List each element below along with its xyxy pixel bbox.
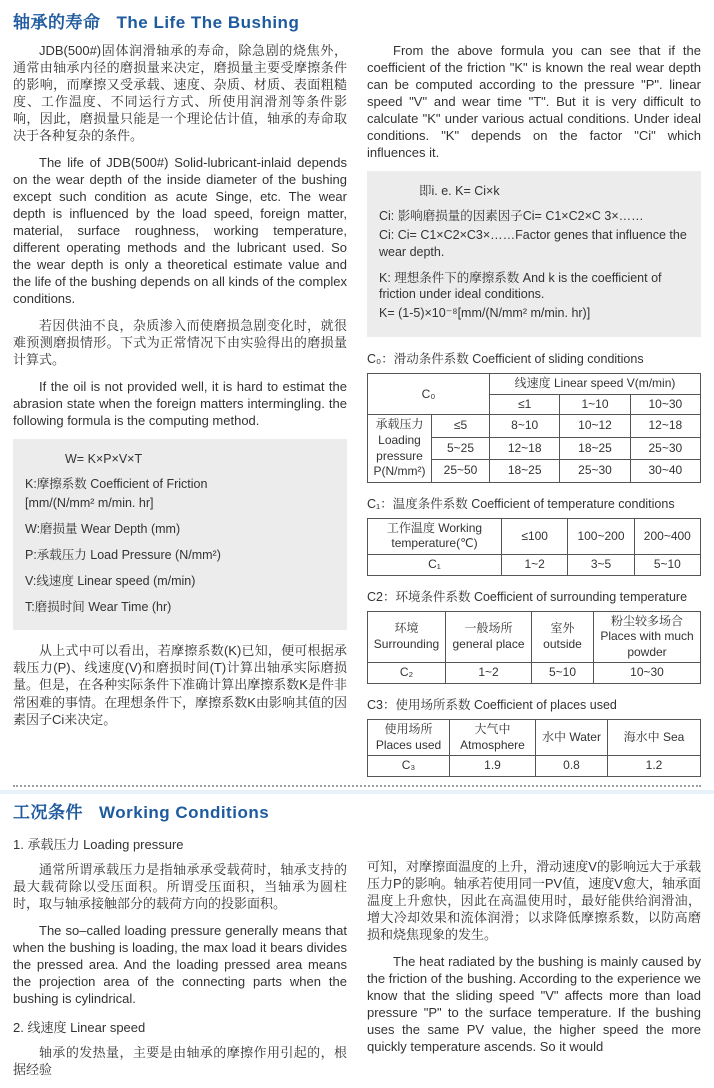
paragraph-en-life: The life of JDB(500#) Solid-lubricant-inlaid depends on the wear depth of the inside diameter of the bushing except such condition as acute Singe, etc. The wear depth is influenced by the load speed, foreign matter, material, surface roughness, working temperature, different operating methods and the lubricant used. So the wear depth is only a theoretical estimate value and the life of the bushing depends on all kinds of the complex conditions.: [13, 155, 347, 307]
dotted-separator: [13, 785, 701, 787]
wear-formula: W= K×P×V×T: [65, 452, 143, 467]
paragraph-cn-conclusion: 从上式中可以看出，若摩擦系数(K)已知，便可根据承载压力(P)、线速度(V)和磨损时间(T)计算出轴承实际磨损量。但是，在各种实际条件下准确计算出摩擦系数K是件非常困难的事情。在理想条件下，摩擦系数K由影响其值的因素因子Ci来决定。: [13, 643, 347, 727]
table-c0-cell: 12~18: [490, 437, 560, 459]
formula-def-t: T:磨损时间 Wear Time (hr): [25, 599, 172, 614]
table-c1-title: C₁：温度条件系数 Coefficient of temperature conditions: [367, 496, 675, 511]
table-c3-cell: 0.8: [536, 756, 608, 777]
section1-title-en: The Life The Bushing: [116, 13, 300, 32]
table-c2-cell: C₂: [368, 663, 446, 684]
table-c3: [367, 719, 701, 777]
k-factor-ci-en: Ci: Ci= C1×C2×C3×……Factor genes that influence the wear depth.: [379, 227, 687, 259]
section2-right-column: [367, 858, 701, 1065]
paragraph-cn-heat-cont: 可知，对摩擦面温度的上升，滑动速度V的影响远大于承载压力P的影响。轴承若使用同一PV值，速度V愈大，轴承面温度上升愈快，因此在高温使用时，最好能供给润滑油，增大冷却效果和流体润滑；以求降低摩擦系数，以防高磨损和烧焦现象的发生。: [367, 858, 701, 942]
table-c1-cell: 1~2: [502, 554, 568, 575]
k-factor-formula: 即i. e. K= Ci×k: [419, 184, 500, 199]
paragraph-en-loading: The so–called loading pressure generally means that when the bushing is loading, the max load it bears divides the pressed area. And the loading pressed area means the projection area of the connecting parts when the bushing is cylindrical.: [13, 922, 347, 1006]
section2-title-cn: 工况条件: [13, 802, 83, 822]
table-c2-cell: 10~30: [594, 663, 701, 684]
table-c0: [367, 373, 701, 483]
k-factor-ci-cn: Ci: 影响磨损量的因素因子Ci= C1×C2×C 3×……: [379, 208, 644, 223]
formula-def-k: K:摩擦系数 Coefficient of Friction: [25, 477, 208, 492]
table-c0-speed-col: 10~30: [630, 394, 700, 415]
table-c0-cell: 18~25: [490, 460, 560, 482]
table-c2-header-cell: 一般场所 general place: [446, 611, 532, 663]
table-c0-title: C₀：滑动条件系数 Coefficient of sliding conditions: [367, 352, 644, 367]
table-c3-header-cell: 使用场所 Places used: [368, 719, 450, 755]
table-c2-header-cell: 室外 outside: [532, 611, 594, 663]
table-c1-cell: 5~10: [634, 554, 700, 575]
table-c0-cell: 12~18: [630, 415, 700, 437]
paragraph-en-formula-intro: From the above formula you can see that if the coefficient of the friction "K" is known the real wear depth can be computed according to the pressure "P". linear speed "V" and wear time "T". But it is very difficult to calculate "K" under various actual conditions. Under ideal conditions. "K" depends on the factor "Ci" which influences it.: [367, 43, 701, 161]
paragraph-cn-oil: 若因供油不良，杂质渗入而使磨损急剧变化时，就很难预测磨损情形。下式为正常情况下由实验得出的磨损量计算式。: [13, 318, 347, 368]
table-c3-header-cell: 水中 Water: [536, 719, 608, 755]
section2-left-column: [13, 832, 347, 1088]
formula-def-p: P:承载压力 Load Pressure (N/mm²): [25, 547, 221, 562]
section-band: [0, 790, 714, 794]
section2-columns: [13, 832, 701, 1088]
table-c0-row-header: 承载压力 Loading pressure P(N/mm²): [368, 415, 432, 482]
table-c0-cell: 8~10: [490, 415, 560, 437]
k-factor-k-def: K: 理想条件下的摩擦系数 And k is the coefficient of friction under ideal conditions.: [379, 270, 662, 302]
table-c0-speed-col: ≤1: [490, 394, 560, 415]
formula-def-v: V:线速度 Linear speed (m/min): [25, 573, 196, 588]
formula-def-w: W:磨损量 Wear Depth (mm): [25, 521, 181, 536]
table-c1-cell: C₁: [368, 554, 502, 575]
table-c0-cell: 25~30: [560, 460, 630, 482]
formula-def-k-unit: [mm/(N/mm² m/min. hr]: [25, 496, 154, 511]
table-c2-header-cell: 环境 Surrounding: [368, 611, 446, 663]
table-c1-header-cell: 200~400: [634, 518, 700, 554]
table-c0-row-label: ≤5: [432, 415, 490, 437]
table-c0-cell: 10~12: [560, 415, 630, 437]
section1-columns: [13, 42, 701, 777]
subheading-linear-speed: 2. 线速度 Linear speed: [13, 1019, 146, 1035]
section1-title: [13, 8, 701, 33]
table-c3-header-cell: 海水中 Sea: [608, 719, 701, 755]
section2-title-en: Working Conditions: [99, 802, 270, 822]
table-c3-cell: 1.9: [450, 756, 536, 777]
table-c0-cell: 18~25: [560, 437, 630, 459]
paragraph-en-oil: If the oil is not provided well, it is hard to estimat the abrasion state when the foreign matters intermingling. the following formula is the computing method.: [13, 379, 347, 429]
wear-formula-box: [13, 439, 347, 630]
paragraph-cn-loading: 通常所谓承载压力是指轴承承受载荷时，轴承支持的最大载荷除以受压面积。所谓受压面积，当轴承为圆柱时，取与轴承接触部分的载荷方向的投影面积。: [13, 861, 347, 911]
table-c0-row-label: 5~25: [432, 437, 490, 459]
subheading-loading-pressure: 1. 承载压力 Loading pressure: [13, 836, 184, 852]
table-c0-corner-cell: C₀: [368, 374, 490, 415]
table-c1-header-cell: 工作温度 Working temperature(℃): [368, 518, 502, 554]
table-c3-cell: C₃: [368, 756, 450, 777]
section1-left-column: [13, 42, 347, 738]
paragraph-cn-life: JDB(500#)固体润滑轴承的寿命，除急剧的烧焦外，通常由轴承内径的磨损量来决定，磨损量主要受摩擦条件的影响，而摩擦又受承载、速度、杂质、材质、表面粗糙度、工作温度、不同运行方式、所使用润滑剂等条件影响，因此，磨损量只能是一个理论估计值，轴承的寿命取决于各种复杂的条件。: [13, 43, 347, 144]
table-c1-cell: 3~5: [568, 554, 634, 575]
table-c3-header-cell: 大气中 Atmosphere: [450, 719, 536, 755]
table-c3-cell: 1.2: [608, 756, 701, 777]
table-c2-cell: 5~10: [532, 663, 594, 684]
table-c1-header-cell: 100~200: [568, 518, 634, 554]
table-c2-title: C2：环境条件系数 Coefficient of surrounding temperature: [367, 589, 688, 604]
section1-right-column: [367, 42, 701, 777]
table-c2-cell: 1~2: [446, 663, 532, 684]
paragraph-en-heat: The heat radiated by the bushing is mainly caused by the friction of the bushing. According to the experience we know that the sliding speed "V" affects more than load pressure "P" to the surface temperature. If the bushing uses the same PV value, the higher speed the more quickly temperature ascends. So it would: [367, 953, 701, 1054]
k-factor-k-value: K= (1-5)×10⁻⁸[mm/(N/mm² m/min. hr)]: [379, 306, 591, 321]
paragraph-cn-heat-start: 轴承的发热量，主要是由轴承的摩擦作用引起的，根据经验: [13, 1044, 347, 1077]
table-c1-header-cell: ≤100: [502, 518, 568, 554]
table-c0-cell: 25~30: [630, 437, 700, 459]
table-c0-cell: 30~40: [630, 460, 700, 482]
section1-title-cn: 轴承的寿命: [13, 13, 101, 32]
table-c3-title: C3：使用场所系数 Coefficient of places used: [367, 697, 617, 712]
table-c0-row-label: 25~50: [432, 460, 490, 482]
table-c0-speed-header: 线速度 Linear speed V(m/min): [490, 374, 701, 395]
table-c2: [367, 611, 701, 684]
table-c0-speed-col: 1~10: [560, 394, 630, 415]
table-c1: [367, 518, 701, 576]
section2-title: [13, 798, 701, 823]
table-c2-header-cell: 粉尘较多场合 Places with much powder: [594, 611, 701, 663]
k-factor-box: [367, 171, 701, 337]
